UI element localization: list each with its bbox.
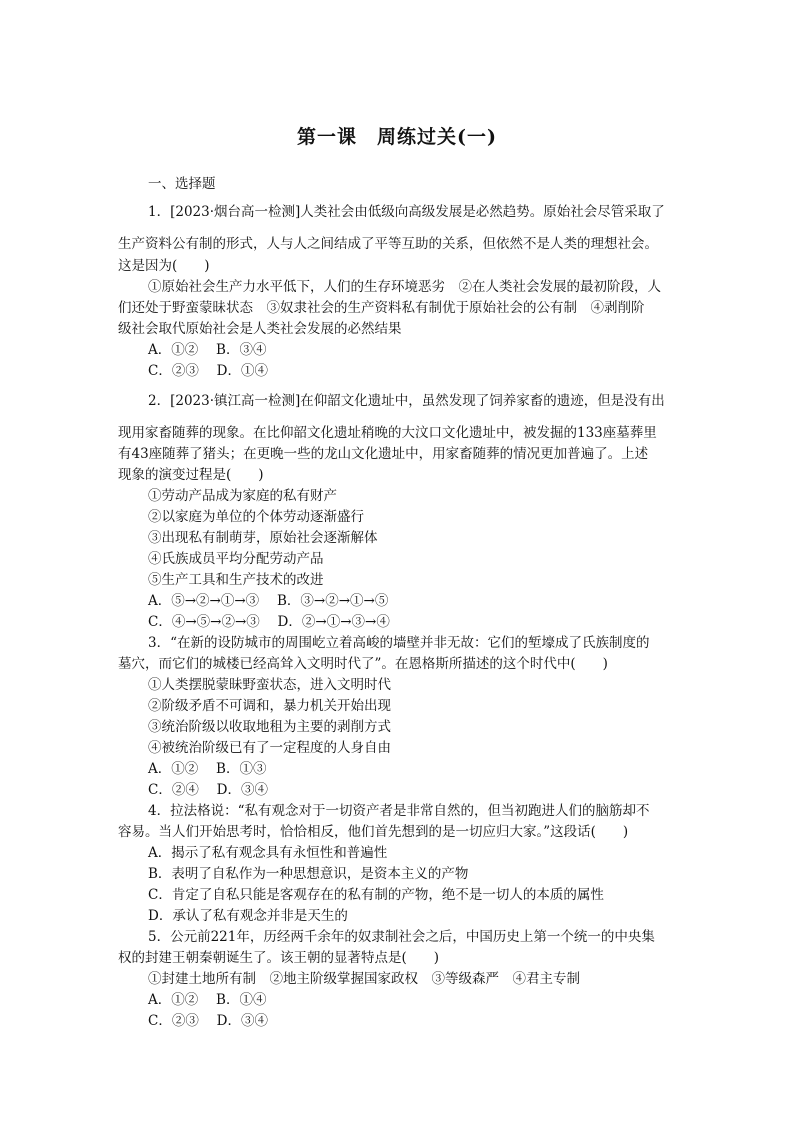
q2-options-ab: A．⑤→②→①→③ B．③→②→①→⑤ bbox=[148, 593, 389, 609]
q5-statement-1: ①封建土地所有制 ②地主阶级掌握国家政权 ③等级森严 ④君主专制 bbox=[148, 971, 580, 987]
q3-item-1: ①人类摆脱蒙昧野蛮状态，进入文明时代 bbox=[148, 677, 391, 693]
q4-option-c: C．肯定了自私只能是客观存在的私有制的产物，绝不是一切人的本质的属性 bbox=[148, 887, 604, 903]
q3-item-2: ②阶级矛盾不可调和，暴力机关开始出现 bbox=[148, 698, 391, 714]
q3-options-cd: C．②④ D．③④ bbox=[148, 782, 268, 798]
q3-item-3: ③统治阶级以收取地租为主要的剥削方式 bbox=[148, 719, 391, 735]
q2-item-3: ③出现私有制萌芽，原始社会逐渐解体 bbox=[148, 530, 378, 546]
q3-line-1: 3．“在新的设防城市的周围屹立着高峻的墙壁并非无故：它们的堑壕成了氏族制度的 bbox=[148, 635, 650, 651]
q4-option-a: A．揭示了私有观念具有永恒性和普遍性 bbox=[148, 845, 388, 861]
q1-line-2: 生产资料公有制的形式，人与人之间结成了平等互助的关系，但依然不是人类的理想社会。 bbox=[118, 236, 658, 252]
q4-line-1: 4．拉法格说：“私有观念对于一切资产者是非常自然的，但当初跑进人们的脑筋却不 bbox=[148, 803, 650, 819]
q5-options-ab: A．①② B．①④ bbox=[148, 992, 267, 1008]
q1-line-3: 这是因为( ) bbox=[118, 258, 210, 274]
q2-item-1: ①劳动产品成为家庭的私有财产 bbox=[148, 488, 337, 504]
q2-line-2: 现用家畜随葬的现象。在比仰韶文化遗址稍晚的大汶口文化遗址中，被发掘的133座墓葬里 bbox=[118, 425, 657, 441]
q3-options-ab: A．①② B．①③ bbox=[148, 761, 267, 777]
q5-options-cd: C．②③ D．③④ bbox=[148, 1013, 268, 1029]
section-heading: 一、选择题 bbox=[148, 176, 216, 192]
q5-line-1: 5．公元前221年，历经两千余年的奴隶制社会之后，中国历史上第一个统一的中央集 bbox=[148, 929, 655, 945]
page-title: 第一课 周练过关(一) bbox=[297, 126, 497, 148]
q2-options-cd: C．④→⑤→②→③ D．②→①→③→④ bbox=[148, 614, 390, 630]
q1-line-1: 1．[2023·烟台高一检测]人类社会由低级向高级发展是必然趋势。原始社会尽管采取了 bbox=[148, 204, 665, 220]
q1-options-ab: A．①② B．③④ bbox=[148, 342, 267, 358]
q4-option-d: D．承认了私有观念并非是天生的 bbox=[148, 908, 348, 924]
q2-line-4: 现象的演变过程是( ) bbox=[118, 467, 264, 483]
q3-item-4: ④被统治阶级已有了一定程度的人身自由 bbox=[148, 740, 391, 756]
q1-statement-2: 们还处于野蛮蒙昧状态 ③奴隶社会的生产资料私有制优于原始社会的公有制 ④剥削阶 bbox=[118, 300, 645, 316]
q5-line-2: 权的封建王朝秦朝诞生了。该王朝的显著特点是( ) bbox=[118, 950, 440, 966]
q2-line-3: 有43座随葬了猪头；在更晚一些的龙山文化遗址中，用家畜随葬的情况更加普遍了。上述 bbox=[118, 446, 649, 462]
q1-options-cd: C．②③ D．①④ bbox=[148, 363, 268, 379]
q2-item-4: ④氏族成员平均分配劳动产品 bbox=[148, 551, 324, 567]
q3-line-2: 墓穴，而它们的城楼已经高耸入文明时代了”。在恩格斯所描述的这个时代中( ) bbox=[118, 656, 608, 672]
q2-item-5: ⑤生产工具和生产技术的改进 bbox=[148, 572, 324, 588]
q4-line-2: 容易。当人们开始思考时，恰恰相反，他们首先想到的是一切应归大家。”这段话( ) bbox=[118, 824, 629, 840]
q2-item-2: ②以家庭为单位的个体劳动逐渐盛行 bbox=[148, 509, 364, 525]
q1-statement-1: ①原始社会生产力水平低下，人们的生存环境恶劣 ②在人类社会发展的最初阶段，人 bbox=[148, 279, 661, 295]
q4-option-b: B．表明了自私作为一种思想意识，是资本主义的产物 bbox=[148, 866, 469, 882]
q1-statement-3: 级社会取代原始社会是人类社会发展的必然结果 bbox=[118, 321, 402, 337]
q2-line-1: 2．[2023·镇江高一检测]在仰韶文化遗址中，虽然发现了饲养家畜的遗迹，但是没有出 bbox=[148, 393, 665, 409]
